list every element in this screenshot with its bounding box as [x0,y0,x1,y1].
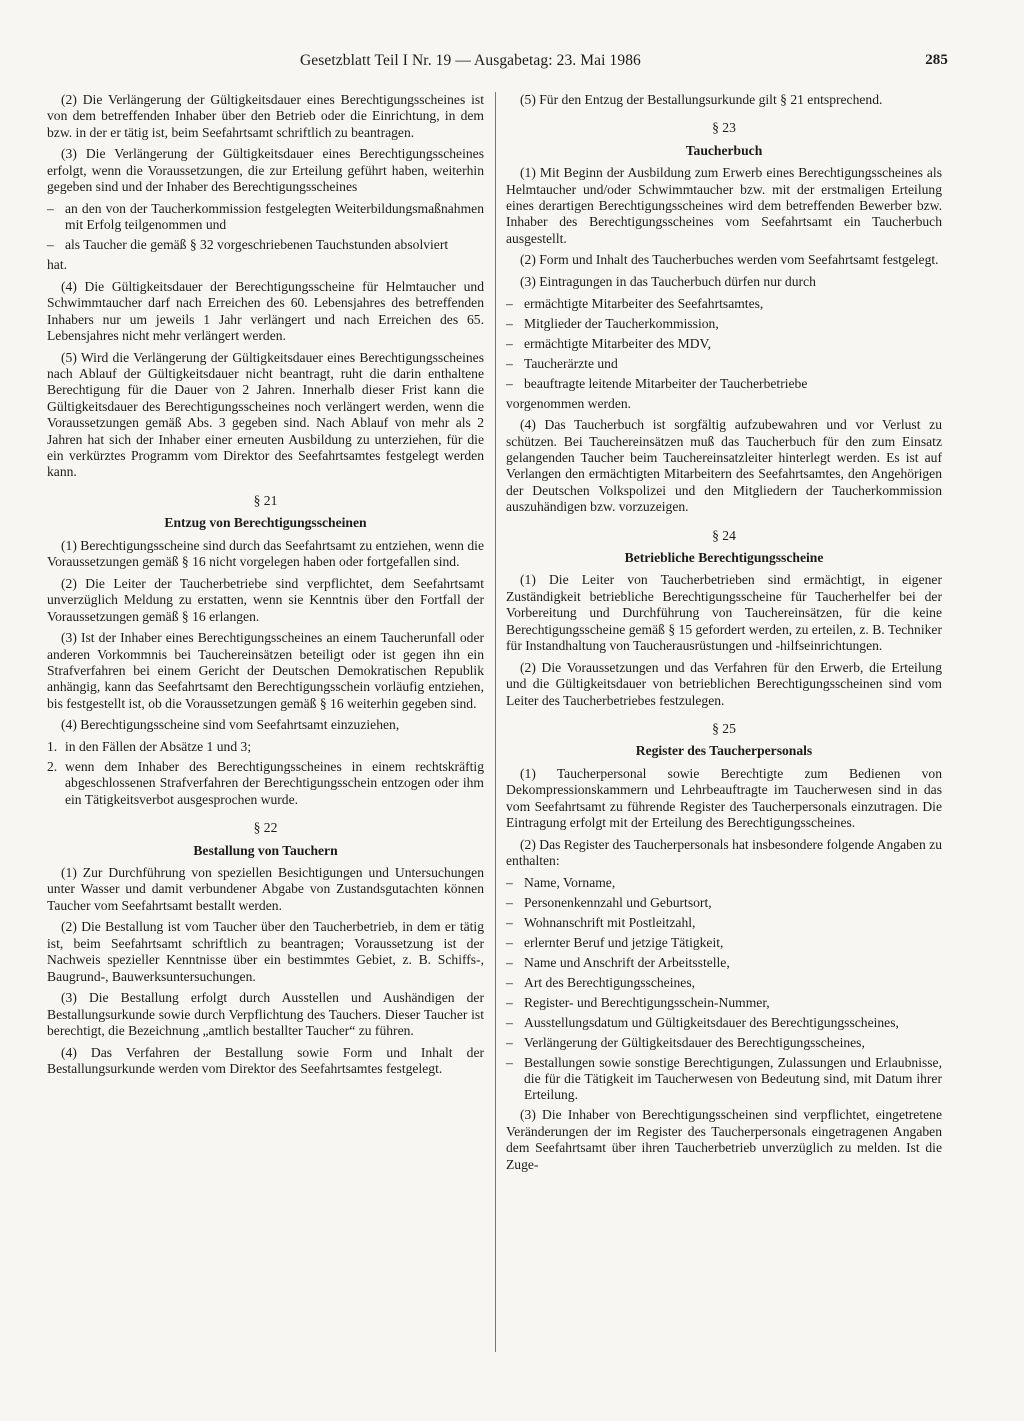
paragraph: (1) Die Leiter von Taucherbetrieben sind ermächtigt, in eigener Zuständigkeit betriebliche Berechtigungsscheine für Taucherhelfer bei der Vorbereitung und Durchführung von Tauchereinsätzen, für die keine Berechtigungsscheine gemäß § 15 gefordert werden, zu erteilen, z. B. Techniker für Instandhaltung von Taucherausrüstungen und -hilfseinrichtungen. [506,572,942,654]
paragraph: (1) Taucherpersonal sowie Berechtigte zum Bedienen von Dekompressionskammern und Lehrbeauftragte im Taucherwesen sind in das vom Seefahrtsamt zu führende Register des Taucherpersonals einzutragen. Die Eintragung erfolgt mit der Erteilung des Berechtigungsscheines. [506,765,942,830]
section-number: § 24 [712,527,736,543]
list-item: – Personenkennzahl und Geburtsort, [506,894,712,910]
section-number: § 22 [253,820,278,836]
paragraph: hat. [47,257,68,273]
section-title: Betriebliche Berechtigungsscheine [624,550,824,566]
list-item: 1. in den Fällen der Absätze 1 und 3; [47,738,252,754]
paragraph: (1) Zur Durchführung von speziellen Besichtigungen und Untersuchungen unter Wasser und damit verbundener Abgabe von Zustandsgutachten können Taucher vom Seefahrtsamt bestallt werden. [47,864,484,913]
paragraph: (5) Wird die Verlängerung der Gültigkeitsdauer eines Berechtigungsscheines nach Ablauf der Gültigkeitsdauer nicht beantragt, ruht die darin enthaltene Berechtigung für die Dauer von 2 Jahren. Innerhalb dieser Frist kann die Gültigkeitsdauer des Berechtigungsscheines noch verlängert werden, wenn die Voraussetzungen gemäß Abs. 3 gegeben sind. Nach Ablauf von mehr als 2 Jahren hat sich der Inhaber einer erneuten Ausbildung zu unterziehen, für die ein verkürztes Programm vom Direktor des Seefahrtsamtes festgelegt werden kann. [47,349,484,480]
list-item: – Wohnanschrift mit Postleitzahl, [506,914,696,930]
paragraph: (4) Die Gültigkeitsdauer der Berechtigungsscheine für Helmtaucher und Schwimmtaucher darf nach Erreichen des 60. Lebensjahres des betreffenden Inhabers nur um jeweils 1 Jahr verlängert und nach Erreichen des 65. Lebensjahres nicht mehr verlängert werden. [47,278,484,344]
list-item: – an den von der Taucherkommission festgelegten Weiterbildungsmaßnahmen mit Erfolg teilgenommen und [47,200,484,233]
paragraph: (3) Ist der Inhaber eines Berechtigungsscheines an einem Taucherunfall oder anderen Vorkommnis bei Tauchereinsätzen beteiligt oder ist gegen ihn ein Strafverfahren bei einem Gericht der Deutschen Demokratischen Republik anhängig, kann das Seefahrtsamt den Berechtigungsschein vorläufig entziehen, bis festgestellt ist, ob die Voraussetzungen gemäß § 16 weiterhin gegeben sind. [47,630,484,711]
section-title: Entzug von Berechtigungsscheinen [164,515,367,531]
paragraph: (2) Das Register des Taucherpersonals hat insbesondere folgende Angaben zu enthalten: [506,836,942,868]
list-item: – Name, Vorname, [506,874,616,890]
paragraph: vorgenommen werden. [506,395,632,411]
paragraph: (2) Die Leiter der Taucherbetriebe sind verpflichtet, dem Seefahrtsamt unverzüglich Meldung zu erstatten, wenn sie Kenntnis über den Fortfall der Voraussetzungen gemäß § 16 erlangen. [47,575,484,624]
header-title: Gesetzblatt Teil I Nr. 19 — Ausgabetag: 23. Mai 1986 [300,52,641,69]
paragraph: (4) Das Verfahren der Bestallung sowie Form und Inhalt der Bestallungsurkunde werden vom Direktor des Seefahrtsamtes festgelegt. [47,1044,484,1076]
paragraph: (3) Die Inhaber von Berechtigungsscheinen sind verpflichtet, eingetretene Veränderungen der im Register des Taucherpersonals eingetragenen Angaben dem Seefahrtsamt über ihren Taucherbetrieb unverzüglich zu melden. Ist die Zuge- [506,1107,942,1172]
section-number: § 21 [253,492,278,508]
page-number: 285 [925,52,948,68]
paragraph: (4) Berechtigungsscheine sind vom Seefahrtsamt einzuziehen, [61,717,400,733]
list-item: – Taucherärzte und [506,355,618,371]
list-item: – ermächtigte Mitarbeiter des MDV, [506,335,711,351]
right-column [506,92,942,1178]
list-item: – Ausstellungsdatum und Gültigkeitsdauer des Berechtigungsscheines, [506,1014,899,1030]
list-item: – Verlängerung der Gültigkeitsdauer des Berechtigungsscheines, [506,1034,865,1050]
section-number: § 25 [712,720,736,736]
paragraph: (3) Die Bestallung erfolgt durch Ausstellen und Aushändigen der Bestallungsurkunde sowie durch Verpflichtung des Tauchers. Dieser Taucher ist berechtigt, die Bezeichnung „amtlich bestallter Taucher“ zu führen. [47,990,484,1038]
list-item: – Mitglieder der Taucherkommission, [506,315,719,331]
page-header [300,52,948,74]
list-item: – erlernter Beruf und jetzige Tätigkeit, [506,934,724,950]
paragraph: (2) Die Voraussetzungen und das Verfahren für den Erwerb, die Erteilung und die Gültigkeitsdauer von betrieblichen Berechtigungsscheinen sind vom Leiter des Taucherbetriebes festzulegen. [506,659,942,708]
paragraph: (4) Das Taucherbuch ist sorgfältig aufzubewahren und vor Verlust zu schützen. Bei Tauchereinsätzen muß das Taucherbuch für den zum Einsatz gelangenden Taucher beim Tauchereinsatzleiter hinterlegt werden. Es ist auf Verlangen den ermächtigten Mitarbeitern des Seefahrtsamtes, den Angehörigen der Deutschen Volkspolizei und den Mitgliedern der Taucherkommission auszuhändigen bzw. vorzuzeigen. [506,417,942,515]
list-item: – Art des Berechtigungsscheines, [506,974,696,990]
section-number: § 23 [712,120,736,136]
column-divider [495,92,496,1352]
list-item: 2. wenn dem Inhaber des Berechtigungsscheines in einem rechtskräftig abgeschlossenen Strafverfahren der Berechtigungsschein entzogen oder ihm ein Tätigkeitsverbot ausgesprochen wurde. [47,758,484,807]
section-title: Taucherbuch [685,142,763,158]
list-item: – als Taucher die gemäß § 32 vorgeschriebenen Tauchstunden absolviert [47,237,449,253]
paragraph: (2) Form und Inhalt des Taucherbuches werden vom Seefahrtsamt festgelegt. [520,252,939,268]
paragraph: (2) Die Verlängerung der Gültigkeitsdauer eines Berechtigungsscheines ist von dem betreffenden Inhaber über den Betrieb oder die Einrichtung, in dem bzw. in der er tätig ist, beim Seefahrtsamt schriftlich zu beantragen. [47,92,484,140]
list-item: – Bestallungen sowie sonstige Berechtigungen, Zulassungen und Erlaubnisse, die für die Tätigkeit im Taucherwesen von Bedeutung sind, mit Datum ihrer Erteilung. [506,1054,942,1103]
section-title: Register des Taucherpersonals [635,743,813,759]
paragraph: (3) Die Verlängerung der Gültigkeitsdauer eines Berechtigungsscheines erfolgt, wenn die Voraussetzungen, die zur Erteilung geführt haben, weiterhin gegeben sind und der Inhaber des Berechtigungsscheines [47,146,484,195]
paragraph: (1) Berechtigungsscheine sind durch das Seefahrtsamt zu entziehen, wenn die Voraussetzungen gemäß § 16 nicht vorgelegen haben oder fortgefallen sind. [47,537,484,570]
left-column [47,92,484,1083]
paragraph: (5) Für den Entzug der Bestallungsurkunde gilt § 21 entsprechend. [520,92,883,107]
list-item: – Name und Anschrift der Arbeitsstelle, [506,954,730,970]
paragraph: (1) Mit Beginn der Ausbildung zum Erwerb eines Berechtigungsscheines als Helmtaucher und/oder Schwimmtaucher bzw. mit der erstmaligen Erteilung eines derartigen Berechtigungsscheines wird dem betreffenden Bewerber bzw. Inhaber des Berechtigungsscheines vom Seefahrtsamt ein Taucherbuch ausgestellt. [506,165,942,246]
list-item: – Register- und Berechtigungsschein-Nummer, [506,994,770,1010]
list-item: – ermächtigte Mitarbeiter des Seefahrtsamtes, [506,295,764,311]
list-item: – beauftragte leitende Mitarbeiter der Taucherbetriebe [506,375,808,391]
section-title: Bestallung von Tauchern [193,842,338,858]
paragraph: (3) Eintragungen in das Taucherbuch dürfen nur durch [520,274,816,290]
paragraph: (2) Die Bestallung ist vom Taucher über den Taucherbetrieb, in dem er tätig ist, beim Seefahrtsamt schriftlich zu beantragen; Voraussetzung ist der Nachweis spezieller Kenntnisse über ein bestimmtes Gebiet, z. B. Schiffs-, Baugrund-, Bauwerksuntersuchungen. [47,919,484,984]
